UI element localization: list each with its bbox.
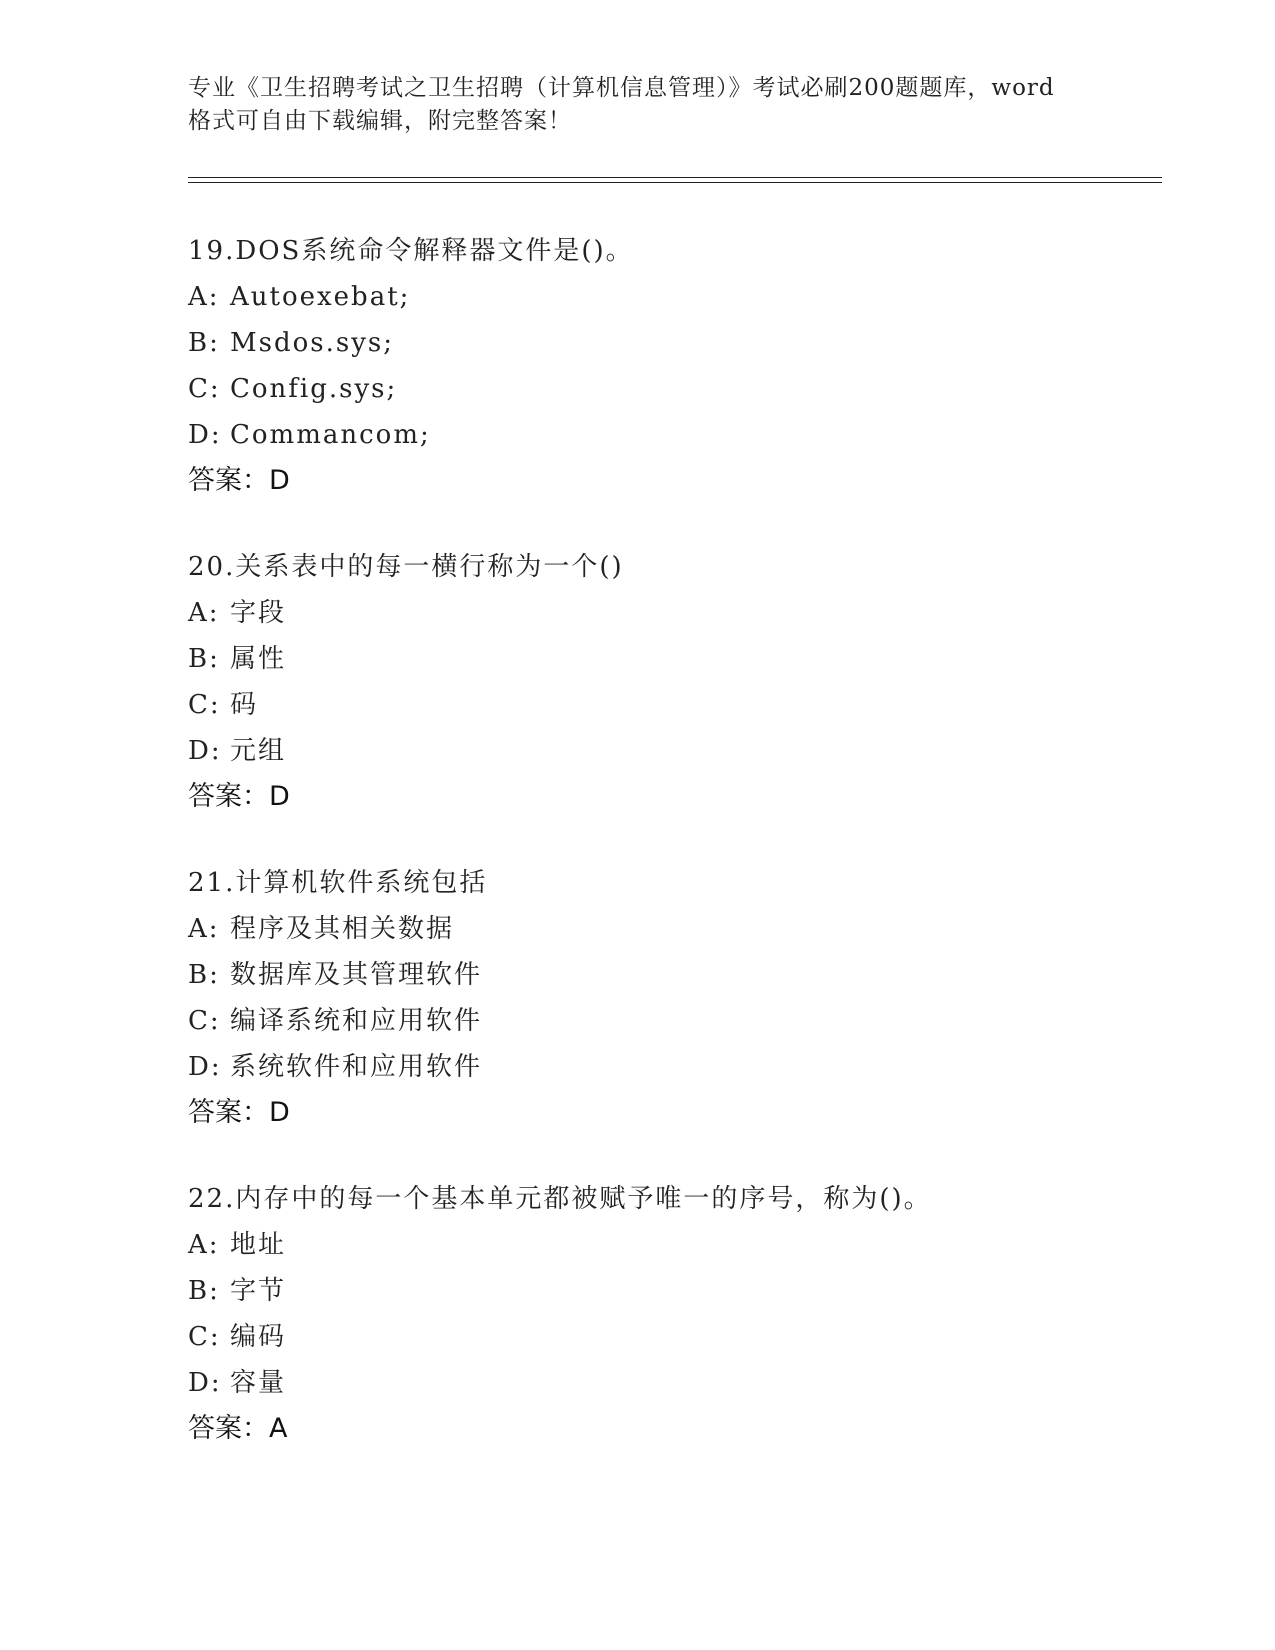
option-letter: A: xyxy=(188,1230,220,1260)
option-text: 码 xyxy=(230,690,259,720)
option-letter: A: xyxy=(188,282,220,312)
answer-label: 答案：D xyxy=(188,781,290,812)
option-text: 字节 xyxy=(230,1276,287,1306)
option-d xyxy=(188,412,1148,458)
header-line-2: 格式可自由下载编辑，附完整答案！ xyxy=(188,108,572,134)
option-letter: C: xyxy=(188,1322,221,1352)
option-text: Msdos.sys; xyxy=(230,328,395,358)
option-letter: D: xyxy=(188,420,222,450)
option-text: 属性 xyxy=(230,644,287,674)
option-letter: D: xyxy=(188,1052,222,1082)
option-text: 程序及其相关数据 xyxy=(230,914,455,944)
option-d xyxy=(188,728,1148,774)
option-c xyxy=(188,1314,1148,1360)
option-letter: B: xyxy=(188,1276,220,1306)
option-letter: A: xyxy=(188,598,220,628)
option-text: 容量 xyxy=(230,1368,287,1398)
option-text: Config.sys; xyxy=(230,374,398,404)
answer-label: 答案：D xyxy=(188,1097,290,1128)
option-a xyxy=(188,1222,1148,1268)
option-letter: C: xyxy=(188,690,221,720)
option-a xyxy=(188,274,1148,320)
answer-label: 答案：A xyxy=(188,1413,288,1444)
question-19 xyxy=(188,228,1148,504)
option-text: 系统软件和应用软件 xyxy=(230,1052,483,1082)
question-stem: 19.DOS系统命令解释器文件是()。 xyxy=(188,236,634,266)
question-stem: 22.内存中的每一个基本单元都被赋予唯一的序号，称为()。 xyxy=(188,1184,932,1214)
option-letter: B: xyxy=(188,644,220,674)
option-d xyxy=(188,1360,1148,1406)
question-21 xyxy=(188,860,1148,1136)
option-text: 数据库及其管理软件 xyxy=(230,960,483,990)
option-c xyxy=(188,998,1148,1044)
option-text: 地址 xyxy=(230,1230,287,1260)
question-22 xyxy=(188,1176,1148,1452)
option-text: 编译系统和应用软件 xyxy=(230,1006,483,1036)
option-b xyxy=(188,952,1148,998)
option-c xyxy=(188,682,1148,728)
answer-label: 答案：D xyxy=(188,465,290,496)
header-divider-bottom xyxy=(188,182,1162,183)
option-text: Autoexebat; xyxy=(230,282,411,312)
option-b xyxy=(188,636,1148,682)
option-b xyxy=(188,1268,1148,1314)
header-divider-top xyxy=(188,177,1162,178)
option-text: 编码 xyxy=(230,1322,287,1352)
document-header xyxy=(188,72,1108,138)
option-letter: C: xyxy=(188,374,221,404)
question-stem: 21.计算机软件系统包括 xyxy=(188,868,488,898)
option-text: Commancom; xyxy=(230,420,431,450)
question-stem: 20.关系表中的每一横行称为一个() xyxy=(188,552,624,582)
option-letter: B: xyxy=(188,960,220,990)
option-letter: D: xyxy=(188,736,222,766)
option-c xyxy=(188,366,1148,412)
option-d xyxy=(188,1044,1148,1090)
option-letter: B: xyxy=(188,328,220,358)
question-20 xyxy=(188,544,1148,820)
option-text: 元组 xyxy=(230,736,287,766)
option-b xyxy=(188,320,1148,366)
option-letter: A: xyxy=(188,914,220,944)
option-letter: D: xyxy=(188,1368,222,1398)
header-line-1: 专业《卫生招聘考试之卫生招聘（计算机信息管理）》考试必刷200题题库，word xyxy=(188,75,1055,101)
option-a xyxy=(188,906,1148,952)
option-text: 字段 xyxy=(230,598,287,628)
option-a xyxy=(188,590,1148,636)
option-letter: C: xyxy=(188,1006,221,1036)
